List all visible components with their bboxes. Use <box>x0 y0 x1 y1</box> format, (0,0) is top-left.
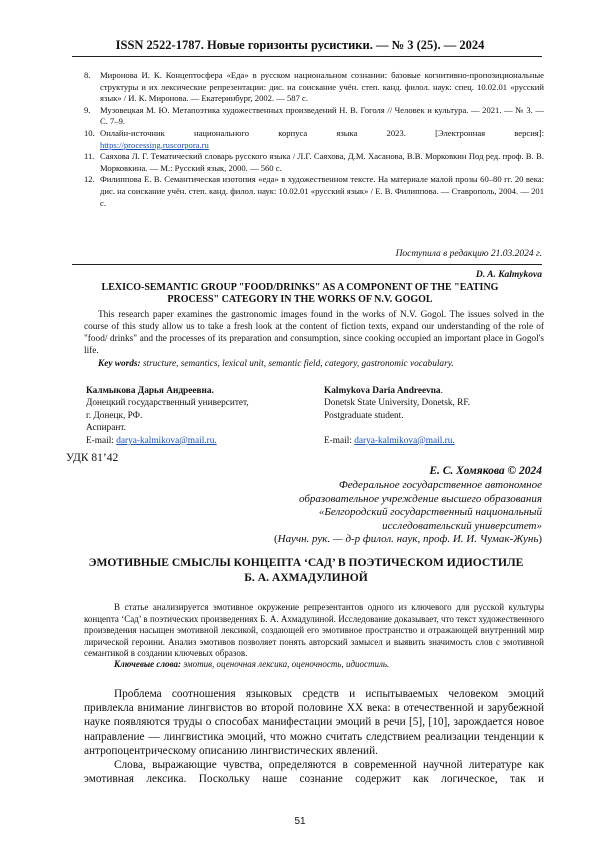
reference-text: Миронова И. К. Концептосфера «Еда» в русском национальном сознании: базовые когнитивно-пропозициональные структуры и их лексические репрезентации: дис. на соискание учён. степ. канд. филол. наук: спец. 10.02.01 «русский язык» / И. К. Миронова. — Екатеринбург, 2002. — 587 с. <box>100 70 544 104</box>
udk-code: УДК 81’42 <box>66 452 119 464</box>
affiliation-line: «Белгородский государственный национальный <box>318 506 542 519</box>
reference-text: Саяхова Л. Г. Тематический словарь русского языка / Л.Г. Саяхова, Д.М. Хасанова, В.В. Морковкин Под ред. проф. В. В. Морковкина. — М.: Русский язык, 2000. — 560 с. <box>100 151 544 173</box>
supervisor-line: (Научн. рук. — д-р филол. наук, проф. И. И. Чумак-Жунь) <box>273 533 542 546</box>
reference-list <box>84 70 544 209</box>
english-title: LEXICO-SEMANTIC GROUP "FOOD/DRINKS" AS A COMPONENT OF THE "EATING PROCESS" CATEGORY IN THE WORKS OF N.V. GOGOL <box>101 282 499 305</box>
author-name-suffix: . <box>440 386 443 396</box>
email-label: E-mail: <box>324 435 355 446</box>
author-email-link[interactable]: darya-kalmikova@mail.ru. <box>116 435 217 446</box>
reference-item <box>84 128 544 140</box>
author-email-line <box>86 435 306 447</box>
reference-item <box>84 105 544 128</box>
english-author: D. A. Kalmykova <box>475 270 542 280</box>
title-line: ЭМОТИВНЫЕ СМЫСЛЫ КОНЦЕПТА ‘САД’ В ПОЭТИЧЕСКОМ ИДИОСТИЛЕ <box>88 556 524 569</box>
affiliation-line: исследовательский университет» <box>382 519 542 532</box>
corpus-link[interactable]: https://processing.ruscorpora.ru <box>100 139 209 150</box>
reference-text: Филиппова Е. В. Семантическая изотопия «еда» в художественном тексте. На материале малой прозы 60–80 гг. 20 века: дис. на соискание учён. степ. канд. филол. наук: 10.02.01 «русский язык» / Е. В. Филиппова. — Ставрополь, 2004. — 201 с. <box>100 174 544 208</box>
reference-item <box>84 151 544 174</box>
reference-item <box>84 174 544 209</box>
author-email-link[interactable]: darya-kalmikova@mail.ru. <box>354 435 455 446</box>
russian-keywords-label: Ключевые слова: <box>114 659 181 669</box>
email-label: E-mail: <box>86 435 117 446</box>
english-keywords-label: Key words: <box>98 359 141 369</box>
received-date: Поступила в редакцию 21.03.2024 г. <box>395 249 542 259</box>
reference-number: 11. <box>84 151 95 162</box>
reference-number: 10. <box>84 127 95 138</box>
reference-text: Музовецкая М. Ю. Метапоэтика художественных произведений Н. В. Гоголя // Человек и культура. — 2021. — № 3. — С. 7–9. <box>100 104 544 127</box>
russian-keywords <box>114 659 544 671</box>
english-keywords <box>98 358 544 370</box>
article-body <box>84 687 544 786</box>
author-organization: Donetsk State University, Donetsk, RF. <box>324 398 471 409</box>
reference-number: 8. <box>84 70 91 80</box>
page-number: 51 <box>294 816 306 827</box>
russian-keywords-text: эмотив, оценочная лексика, оценочность, идиостиль. <box>183 659 390 669</box>
author-name-line <box>324 385 544 397</box>
affiliation-line: образовательное учреждение высшего образования <box>299 492 542 505</box>
title-line: Б. А. АХМАДУЛИНОЙ <box>244 570 368 584</box>
reference-item <box>84 140 544 152</box>
author-status: Postgraduate student. <box>324 410 404 421</box>
author-name: Калмыкова Дарья Андреевна. <box>86 386 214 396</box>
affiliation-line: Федеральное государственное автономное <box>338 479 542 491</box>
reference-number: 9. <box>84 104 91 115</box>
author-status: Аспирант. <box>86 423 126 434</box>
reference-number: 12. <box>84 174 95 185</box>
author-affiliation <box>274 479 542 547</box>
reference-text-body: Онлайн-источник национального корпуса языка 2023. [Электронная версия]: <box>100 127 544 138</box>
supervisor-text: Научн. рук. — д-р филол. наук, проф. И. И. Чумак-Жунь <box>277 533 539 546</box>
russian-abstract: В статье анализируется эмотивное окружение репрезентантов одного из ключевого для русской культуры концепта ‘Сад’ в поэтических произведениях Б. А. Ахмадулиной. Исследование доказывает, что текст художественного произведения насыщен эмотивной лексикой, создающей его эмотивное пространство и отражающей внутренний мир лирической героини. Анализ эмотивов позволяет понять авторский замысел и выявить значимость слов с эмотивной семантикой в создании ключевых образов. <box>84 602 544 659</box>
english-keywords-text: structure, semantics, lexical unit, semantic field, category, gastronomic vocabulary. <box>142 359 454 369</box>
english-abstract: This research paper examines the gastronomic images found in the works of N.V. Gogol. The issues solved in the course of this study allow us to take a fresh look at the content of fiction texts, expand our understanding of the role of "food/ drinks" and the processes of its preparation and consumption, since cooking occupied an important place in Gogol's life. <box>84 310 544 356</box>
author-city: г. Донецк, РФ. <box>86 410 143 421</box>
author-organization: Донецкий государственный университет, <box>86 398 249 409</box>
author-info-english <box>324 385 544 447</box>
journal-header: ISSN 2522-1787. Новые горизонты русистики. — № 3 (25). — 2024 <box>115 38 485 52</box>
author-name: Kalmykova Daria Andreevna <box>324 386 441 396</box>
russian-title <box>66 556 546 585</box>
header-rule <box>72 56 542 57</box>
section-divider <box>72 264 542 265</box>
reference-item <box>84 70 544 105</box>
russian-author: Е. С. Хомякова © 2024 <box>429 465 542 477</box>
body-paragraph: Проблема соотношения языковых средств и испытываемых человеком эмоций привлекла внимание лингвистов во второй половине XX века: в отечественной и зарубежной науке появляются труды о способах манифестации эмоций в речи [5], [10], зарождается новое направление — лингвистика эмоций, что можно считать следствием реализации тенденции к антропоцентрическому описанию лингвистических явлений. <box>84 688 544 757</box>
author-info-russian <box>86 385 306 447</box>
author-email-line <box>324 435 544 447</box>
body-paragraph: Слова, выражающие чувства, определяются в современной научной литературе как эмотивная лексика. Поскольку наше сознание содержит как логическое, так и <box>84 759 544 786</box>
reference-text <box>100 128 544 140</box>
